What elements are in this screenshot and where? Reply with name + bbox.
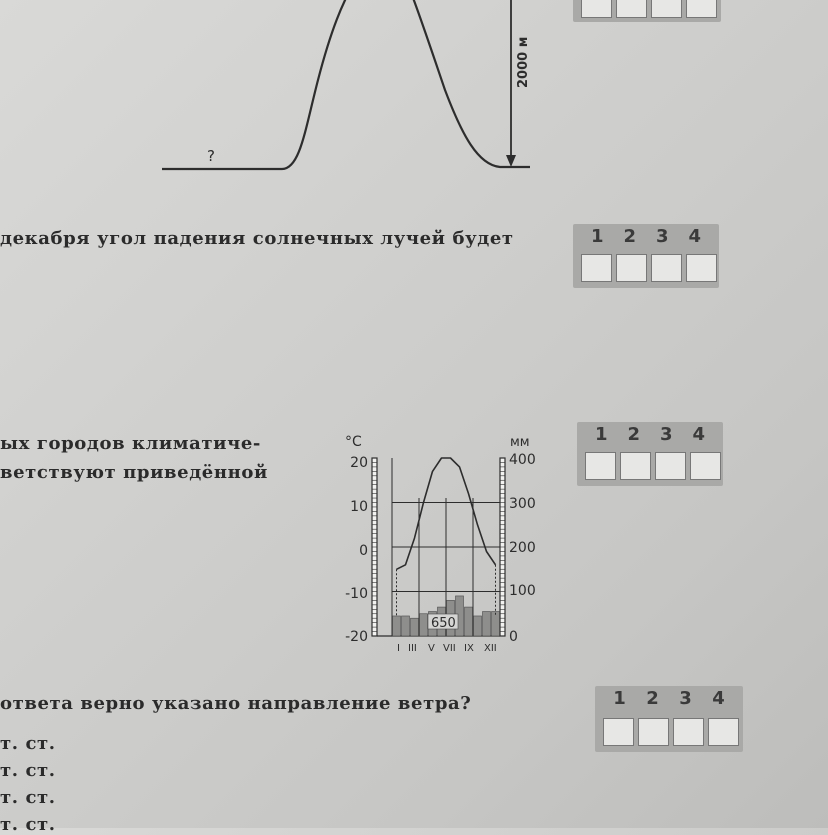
precip-bar (483, 612, 491, 636)
question-2-line1: ых городов климатиче- (0, 433, 261, 454)
right-tick-label: 400 (509, 452, 536, 468)
question-3-option: т. ст. (0, 814, 56, 835)
left-tick-label: -10 (345, 586, 368, 602)
precip-bar (402, 616, 410, 636)
answer-cell[interactable] (708, 718, 739, 746)
month-label: XII (484, 643, 497, 654)
precip-bar (393, 616, 401, 636)
precip-bar (420, 614, 428, 636)
right-tick-label: 100 (509, 583, 536, 599)
question-2-line2: ветствуют приведённой (0, 462, 268, 483)
question-3-option: т. ст. (0, 787, 56, 808)
precip-bar (465, 607, 473, 636)
answer-numbers: 1 2 3 4 (590, 226, 702, 247)
precip-bar (474, 616, 482, 636)
left-tick-label: 10 (350, 499, 368, 515)
left-unit-label: °С (345, 434, 362, 450)
question-3-option: т. ст. (0, 733, 56, 754)
month-label: IX (464, 643, 474, 654)
annual-precip-label: 650 (431, 616, 456, 631)
answer-cell[interactable] (638, 718, 669, 746)
month-label: I (397, 643, 400, 654)
right-tick-label: 200 (509, 540, 536, 556)
question-3-option: т. ст. (0, 760, 56, 781)
question-mark: ? (207, 147, 215, 165)
answer-box-3 (595, 686, 743, 752)
question-3-text: ответа верно указано направление ветра? (0, 693, 472, 714)
right-tick-label: 0 (509, 629, 518, 645)
left-tick-label: 0 (359, 543, 368, 559)
answer-numbers: 1 2 3 4 (594, 424, 706, 445)
precip-bar (492, 612, 500, 636)
right-tick-label: 300 (509, 496, 536, 512)
question-1-text: декабря угол падения солнечных лучей будет (0, 228, 514, 249)
left-tick-label: 20 (350, 455, 368, 471)
month-label: VII (443, 643, 456, 654)
answer-cell[interactable] (673, 718, 704, 746)
left-tick-label: -20 (345, 629, 368, 645)
month-label: III (408, 643, 417, 654)
answer-cell[interactable] (603, 718, 634, 746)
precip-bar (411, 618, 419, 636)
right-unit-label: мм (510, 435, 530, 450)
month-label: V (428, 643, 435, 654)
answer-numbers: 1 2 3 4 (613, 688, 725, 709)
height-label: 2000 м (516, 36, 531, 88)
